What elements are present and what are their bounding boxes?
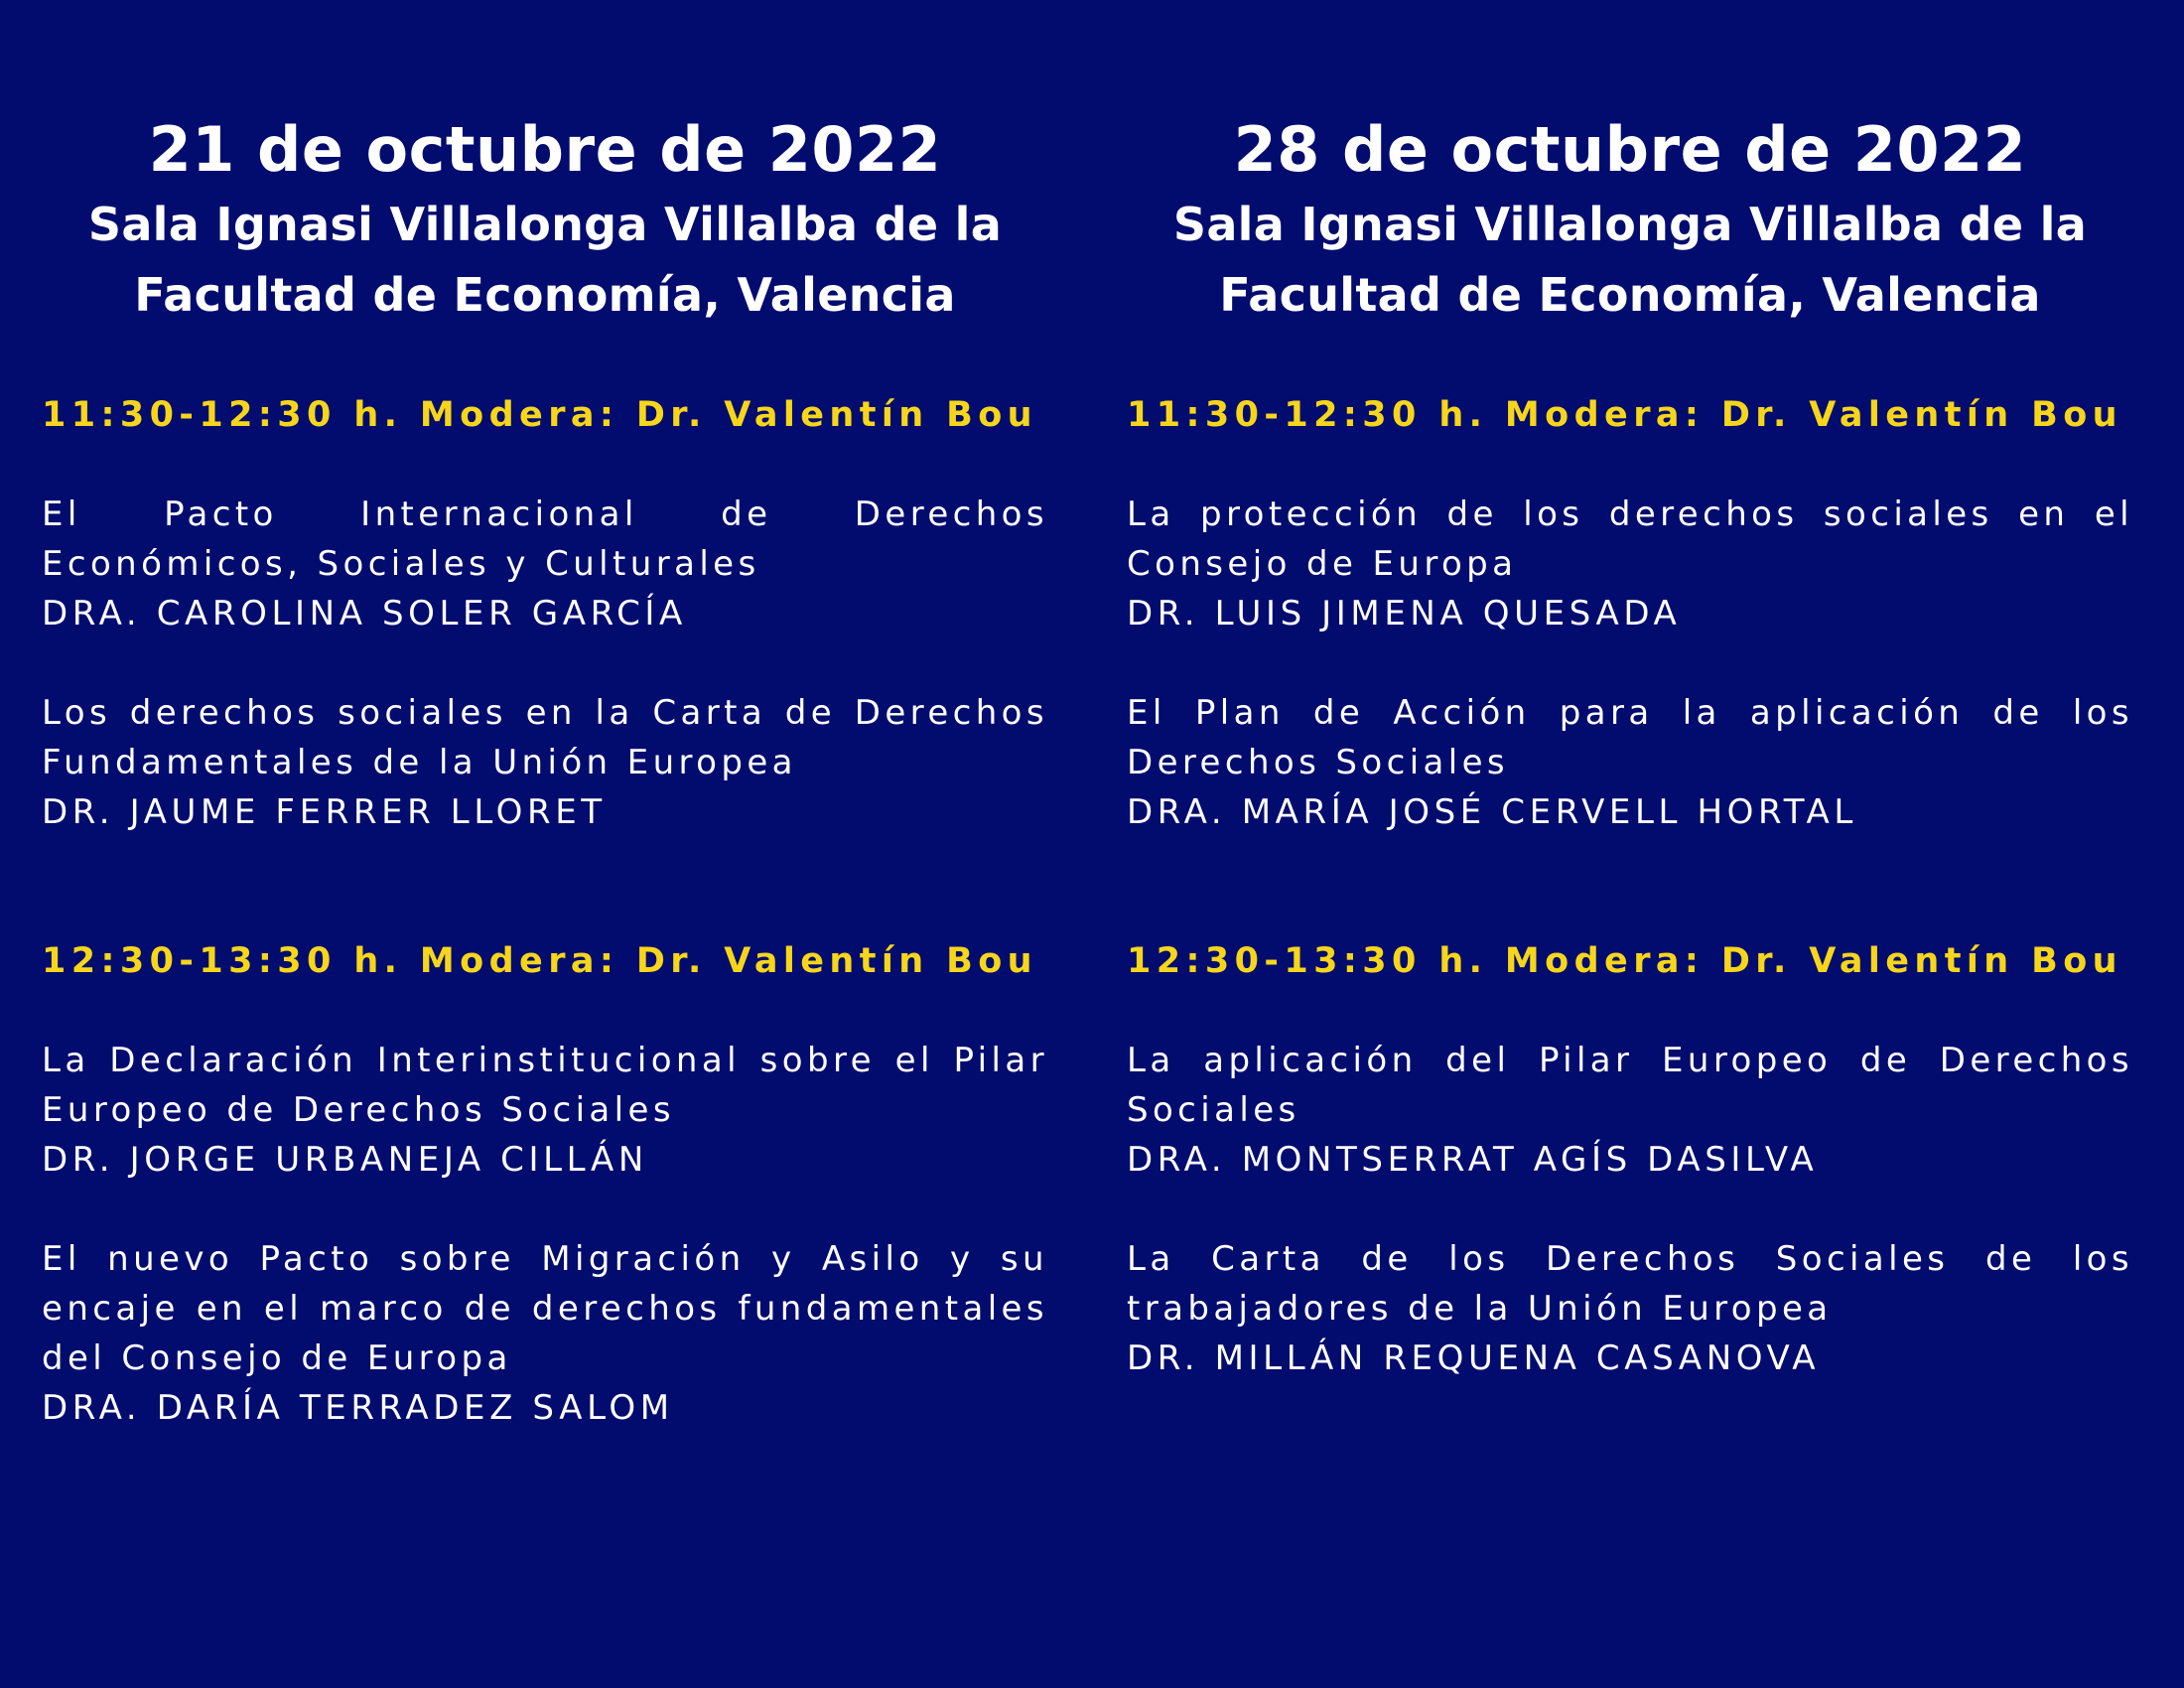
session-block xyxy=(42,936,1048,1482)
talk-item xyxy=(42,490,1048,638)
talk-item xyxy=(1127,490,2133,638)
talk-title: Los derechos sociales en la Carta de Derechos Fundamentales de la Unión Europea xyxy=(42,693,1048,782)
talk-title: El Pacto Internacional de Derechos Económicos, Sociales y Culturales xyxy=(42,494,1048,584)
day-column-1 xyxy=(42,0,1048,1688)
session-block xyxy=(42,390,1048,887)
talk-title: El nuevo Pacto sobre Migración y Asilo y su encaje en el marco de derechos fundamentales del Consejo de Europa xyxy=(42,1239,1048,1378)
session-block xyxy=(1127,936,2133,1433)
talk-item xyxy=(1127,1036,2133,1185)
talk-speaker: DR. JORGE URBANEJA CILLÁN xyxy=(42,1140,648,1180)
day-column-2 xyxy=(1127,0,2133,1688)
venue-line-2: Facultad de Economía, Valencia xyxy=(134,268,956,322)
talk-item xyxy=(42,1234,1048,1433)
talk-title: El Plan de Acción para la aplicación de los Derechos Sociales xyxy=(1127,693,2133,782)
talk-speaker: DRA. DARÍA TERRADEZ SALOM xyxy=(42,1388,674,1428)
day-date: 21 de octubre de 2022 xyxy=(148,113,942,186)
talk-speaker: DR. JAUME FERRER LLORET xyxy=(42,792,607,832)
venue-line-2: Facultad de Economía, Valencia xyxy=(1219,268,2041,322)
session-header: 12:30-13:30 h. Modera: Dr. Valentín Bou xyxy=(1127,941,2122,981)
talk-title: La Carta de los Derechos Sociales de los trabajadores de la Unión Europea xyxy=(1127,1239,2133,1329)
talk-speaker: DRA. MONTSERRAT AGÍS DASILVA xyxy=(1127,1140,1819,1180)
session-header: 11:30-12:30 h. Modera: Dr. Valentín Bou xyxy=(42,395,1037,435)
day-date: 28 de octubre de 2022 xyxy=(1233,113,2027,186)
talk-title: La Declaración Interinstitucional sobre el Pilar Europeo de Derechos Sociales xyxy=(42,1041,1048,1130)
session-header: 11:30-12:30 h. Modera: Dr. Valentín Bou xyxy=(1127,395,2122,435)
talk-title: La protección de los derechos sociales en el Consejo de Europa xyxy=(1127,494,2133,584)
talk-item xyxy=(1127,1234,2133,1383)
day-header xyxy=(42,111,1048,330)
talk-item xyxy=(42,688,1048,837)
talk-title: La aplicación del Pilar Europeo de Derechos Sociales xyxy=(1127,1041,2133,1130)
session-block xyxy=(1127,390,2133,887)
talk-speaker: DR. LUIS JIMENA QUESADA xyxy=(1127,594,1682,633)
venue-line-1: Sala Ignasi Villalonga Villalba de la xyxy=(1172,198,2088,251)
session-header: 12:30-13:30 h. Modera: Dr. Valentín Bou xyxy=(42,941,1037,981)
talk-speaker: DRA. CAROLINA SOLER GARCÍA xyxy=(42,594,687,633)
talk-item xyxy=(1127,688,2133,837)
venue-line-1: Sala Ignasi Villalonga Villalba de la xyxy=(87,198,1003,251)
talk-speaker: DRA. MARÍA JOSÉ CERVELL HORTAL xyxy=(1127,792,1857,832)
talk-speaker: DR. MILLÁN REQUENA CASANOVA xyxy=(1127,1338,1821,1378)
day-header xyxy=(1127,111,2133,330)
talk-item xyxy=(42,1036,1048,1185)
